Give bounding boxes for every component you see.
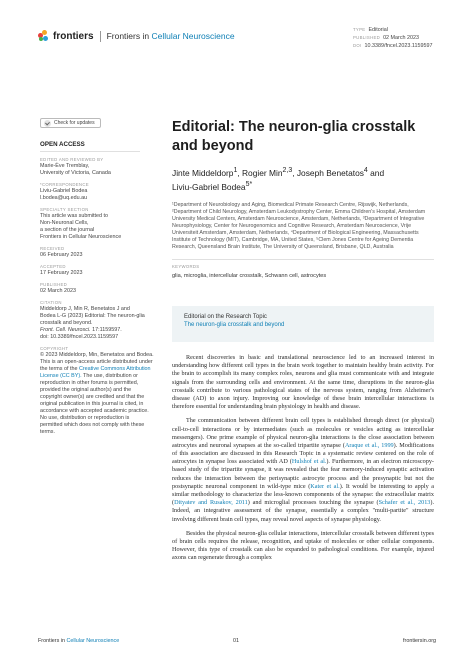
author-list (172, 165, 434, 194)
copyright-line: © 2023 Middeldorp, Min, Benetatos and Bodea. (40, 352, 154, 358)
copyright-line: accordance with accepted academic practice. (40, 408, 149, 414)
type-value: Editorial (368, 27, 388, 33)
journal-logo[interactable] (38, 30, 235, 42)
paragraph-text: ) and microglial processes touching the synapse ( (247, 499, 379, 507)
received-label: RECEIVED (40, 246, 65, 251)
paragraph-text: ). Modifications of this association are discussed in this Research Topic in a systematic review centered on the role of astrocytes in synapse loss associated with AD ( (172, 441, 435, 466)
copyright-label: COPYRIGHT (40, 346, 69, 351)
author-affil-sup: 1 (233, 167, 238, 174)
citation-label: CITATION (40, 300, 62, 305)
editor-name[interactable]: Marie-Ève Tremblay, (40, 163, 90, 169)
keywords: glia, microglia, intercellular crosstalk, Schwann cell, astrocytes (172, 272, 327, 279)
edited-label: EDITED AND REVIEWED BY (40, 157, 104, 162)
published-date: 02 March 2023 (40, 288, 76, 294)
received-date: 06 February 2023 (40, 252, 83, 258)
open-access-heading: OPEN ACCESS (40, 141, 85, 148)
accepted-date: 17 February 2023 (40, 270, 83, 276)
research-topic-box (172, 306, 434, 342)
published-value: 02 March 2023 (383, 35, 420, 41)
article-title: Editorial: The neuron-glia crosstalk and beyond (172, 119, 416, 154)
author-name[interactable]: Jinte Middeldorp (172, 167, 234, 178)
topic-link[interactable]: The neuron-glia crosstalk and beyond (184, 322, 285, 328)
license-rest: The use, distribution or (81, 373, 138, 379)
citation-line: crosstalk and beyond. (40, 320, 93, 326)
copyright-line (40, 373, 160, 380)
copyright-line: This is an open-access article distributed under (40, 359, 153, 365)
check-updates-label: Check for updates (54, 120, 95, 126)
published-label: PUBLISHED (353, 35, 381, 40)
copyright-line: No use, distribution or reproduction is (40, 415, 130, 421)
frontiers-logo-icon (38, 30, 50, 42)
citation-link[interactable]: Schafer et al., 2013 (378, 499, 431, 507)
author-affil-sup: 5* (245, 181, 253, 189)
citation-line: Bodea L-G (2023) Editorial: The neuron-glia (40, 313, 145, 319)
brand-name: frontiers (53, 30, 94, 42)
paragraph: Besides the physical neuron-glia cellular interactions, intercellular crosstalk between different types of brain cells requires the release, recognition, and uptake of molecules or other cellular components. However, this type of crosstalk can also be expanded to pathological conditions. For example, injured axons can regenerate through a complex (172, 529, 434, 562)
copyright-line: original publication in this journal is cited, in (40, 401, 144, 407)
paragraph-text: The communication between different brain cell types is established through direct (or physical) cell-to-cell interactions or by intermediates (such as molecules or vesicles acting as intercellular messengers). One prime example of physical neuron-glia interactions is the close association between astrocytes and neuronal synapses at the so-called tripartite synapse ( (172, 417, 434, 449)
topic-heading: Editorial on the Research Topic (184, 314, 267, 320)
author-name[interactable]: , Rogier Min (237, 167, 283, 178)
paragraph: Recent discoveries in basic and translational neuroscience led to an increased interest in understanding how different cell types in the brain work together to maintain healthy brain activity. For the brain to accomplish its many complex roles, neurons and glia must communicate with and integrate signals from the surrounding cells and environment. At the same time, disruptions in the neuron-glia crosstalk contribute to various pathological states of the nervous system, ranging from Alzheimer's disease (AD) to axon injury. Improving our knowledge of these brain intercellular interactions is therefore essential for understanding brain physiology in health and disease. (172, 354, 434, 411)
license-link-2[interactable]: License (CC BY). (40, 373, 82, 379)
specialty-line: This article was submitted to (40, 213, 109, 219)
license-link[interactable]: Creative Commons Attribution (78, 366, 151, 372)
footer-journal-name: Cellular Neuroscience (66, 638, 120, 644)
divider (172, 259, 434, 260)
copyright-text: the terms of the (40, 366, 78, 372)
logo-divider (100, 31, 101, 42)
paragraph-text: ). Indeed, an integrative assessment of the synapse, essentially a complex "multi-partite" structure involving different brain cell types, may reveal novel aspects of synapse physiology. (172, 499, 435, 523)
editor-affiliation: University of Victoria, Canada (40, 170, 111, 176)
citation-volume: 17:1159597. (90, 327, 122, 333)
footer-journal-prefix: Frontiers in (38, 638, 65, 644)
checkmark-icon (44, 120, 51, 127)
page-number: 01 (233, 638, 239, 644)
article-body (172, 354, 434, 569)
doi-label: DOI (353, 43, 362, 48)
correspondent-name: Liviu-Gabriel Bodea (40, 188, 88, 194)
affiliations: ¹Department of Neurobiology and Aging, Biomedical Primate Research Centre, Rijswijk, Netherlands, ²Department of Child Neurology, Amsterdam Leukodystrophy Center, Emma Children's Hospital, Amsterdam University Medical Centers, Amsterdam Neuroscience, Amsterdam, Netherlands, ³Department of Integrative Neurophysiology, Center for Neurogenomics and Cognitive Research, Amsterdam Neuroscience, Vrije Universiteit Amsterdam, Amsterdam, Netherlands, ⁴Department of Biological Engineering, Massachusetts Institute of Technology (MIT), Cambridge, MA, United States, ⁵Clem Jones Centre for Ageing Dementia Research, Queensland Brain Institute, The University of Queensland, Brisbane, QLD, Australia (172, 201, 426, 250)
citation-journal-line (40, 327, 160, 334)
specialty-line: Non-Neuronal Cells, (40, 220, 89, 226)
article-meta (353, 26, 433, 50)
citation-link[interactable]: Araque et al., 1999 (344, 441, 394, 449)
paragraph (172, 417, 434, 523)
author-name[interactable]: , Joseph Benetatos (292, 167, 364, 178)
copyright-line: terms. (40, 429, 55, 435)
footer-url[interactable]: frontiersin.org (403, 638, 436, 644)
article-sidebar (40, 118, 160, 436)
citation-doi[interactable]: doi: 10.3389/fncel.2023.1159597 (40, 334, 119, 340)
copyright-line: reproduction in other forums is permitted, (40, 380, 139, 386)
page-header (0, 0, 474, 62)
copyright-line: provided the original author(s) and the (40, 387, 132, 393)
author-name[interactable]: Liviu-Gabriel Bodea (172, 182, 246, 193)
citation-link[interactable]: Hulshof et al. (291, 458, 327, 466)
type-label: TYPE (353, 27, 366, 32)
divider (40, 151, 140, 152)
journal-name (107, 31, 235, 41)
paragraph-text: ). It would be interesting to apply a similar methodology to characterize the less-known components of the synapse: the extracellular matrix ( (172, 482, 435, 507)
paragraph-text: ). Furthermore, in an electron microscopy-based study of the tripartite synapse, it was revealed that the fear memory-induced synaptic activation reduces the interaction between the perisynaptic astrocyte process and the presynaptic but not the postsynaptic neuronal component in wild-type mice ( (172, 458, 434, 490)
author-conjunction: and (367, 167, 385, 178)
author-affil-sup: 4 (363, 167, 368, 174)
citation-link[interactable]: Kater et al. (310, 482, 340, 490)
citation-journal: Front. Cell. Neurosci. (40, 327, 91, 333)
correspondence-label: *CORRESPONDENCE (40, 182, 89, 187)
doi-link[interactable]: 10.3389/fncel.2023.1159597 (364, 43, 433, 49)
specialty-line: Frontiers in Cellular Neuroscience (40, 234, 122, 240)
journal-prefix: Frontiers in (106, 31, 150, 41)
correspondent-email[interactable]: l.bodea@uq.edu.au (40, 195, 88, 201)
journal-title: Cellular Neuroscience (151, 31, 235, 41)
footer-journal (38, 638, 119, 644)
article-header (172, 118, 434, 279)
copyright-line: copyright owner(s) are credited and that the (40, 394, 145, 400)
check-updates-button[interactable] (40, 118, 101, 128)
specialty-label: SPECIALTY SECTION (40, 207, 89, 212)
published-label: PUBLISHED (40, 282, 68, 287)
keywords-label: KEYWORDS (172, 263, 200, 269)
citation-line: Middeldorp J, Min R, Benetatos J and (40, 306, 130, 312)
copyright-line: permitted which does not comply with these (40, 422, 145, 428)
copyright-line (40, 366, 160, 373)
citation-link[interactable]: Dityatev and Rusakov, 2011 (174, 499, 248, 507)
specialty-line: a section of the journal (40, 227, 95, 233)
author-affil-sup: 2,3 (282, 167, 293, 174)
accepted-label: ACCEPTED (40, 264, 66, 269)
